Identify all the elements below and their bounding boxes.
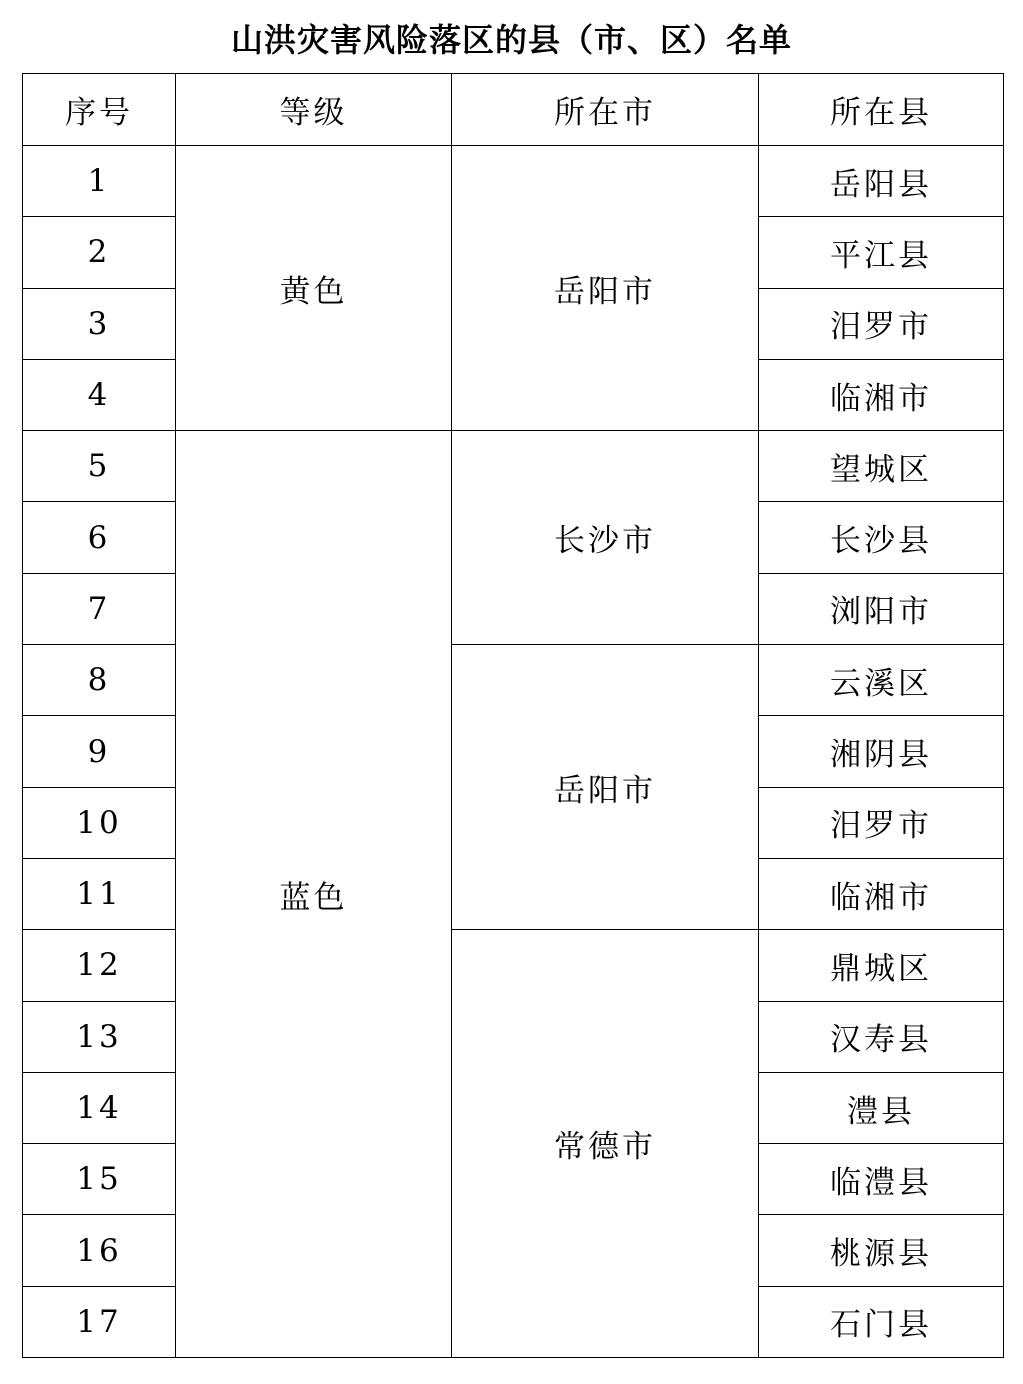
county-cell: 桃源县 (759, 1215, 1004, 1286)
header-row (23, 74, 1004, 146)
county-cell: 澧县 (759, 1072, 1004, 1143)
county-cell: 浏阳市 (759, 573, 1004, 644)
city-cell: 岳阳市 (452, 645, 759, 930)
row-index-cell: 17 (23, 1286, 176, 1357)
city-cell: 岳阳市 (452, 146, 759, 431)
row-index-cell: 15 (23, 1144, 176, 1215)
row-index-cell: 3 (23, 288, 176, 359)
risk-level-cell: 蓝色 (176, 431, 452, 1358)
city-cell: 长沙市 (452, 431, 759, 645)
county-cell: 湘阴县 (759, 716, 1004, 787)
table-body (23, 146, 1004, 1358)
county-cell: 汉寿县 (759, 1001, 1004, 1072)
row-index-cell: 11 (23, 858, 176, 929)
county-list-table (22, 73, 1004, 1358)
row-index-cell: 2 (23, 217, 176, 288)
county-cell: 鼎城区 (759, 930, 1004, 1001)
row-index-cell: 4 (23, 359, 176, 430)
row-index-cell: 6 (23, 502, 176, 573)
row-index-cell: 8 (23, 645, 176, 716)
row-index-cell: 7 (23, 573, 176, 644)
city-cell: 常德市 (452, 930, 759, 1358)
header-city: 所在市 (452, 74, 759, 146)
row-index-cell: 9 (23, 716, 176, 787)
row-index-cell: 10 (23, 787, 176, 858)
table-row (23, 645, 1004, 716)
county-cell: 长沙县 (759, 502, 1004, 573)
row-index-cell: 16 (23, 1215, 176, 1286)
county-cell: 汨罗市 (759, 288, 1004, 359)
county-cell: 平江县 (759, 217, 1004, 288)
table-row (23, 431, 1004, 502)
county-cell: 临澧县 (759, 1144, 1004, 1215)
county-cell: 临湘市 (759, 359, 1004, 430)
county-cell: 石门县 (759, 1286, 1004, 1357)
header-index: 序号 (23, 74, 176, 146)
header-level: 等级 (176, 74, 452, 146)
row-index-cell: 14 (23, 1072, 176, 1143)
county-cell: 汨罗市 (759, 787, 1004, 858)
risk-level-cell: 黄色 (176, 146, 452, 431)
county-cell: 望城区 (759, 431, 1004, 502)
row-index-cell: 12 (23, 930, 176, 1001)
county-cell: 云溪区 (759, 645, 1004, 716)
county-cell: 临湘市 (759, 858, 1004, 929)
table-row (23, 930, 1004, 1001)
row-index-cell: 1 (23, 146, 176, 217)
page-title: 山洪灾害风险落区的县（市、区）名单 (230, 21, 792, 59)
row-index-cell: 13 (23, 1001, 176, 1072)
row-index-cell: 5 (23, 431, 176, 502)
header-county: 所在县 (759, 74, 1004, 146)
table-row (23, 146, 1004, 217)
county-cell: 岳阳县 (759, 146, 1004, 217)
